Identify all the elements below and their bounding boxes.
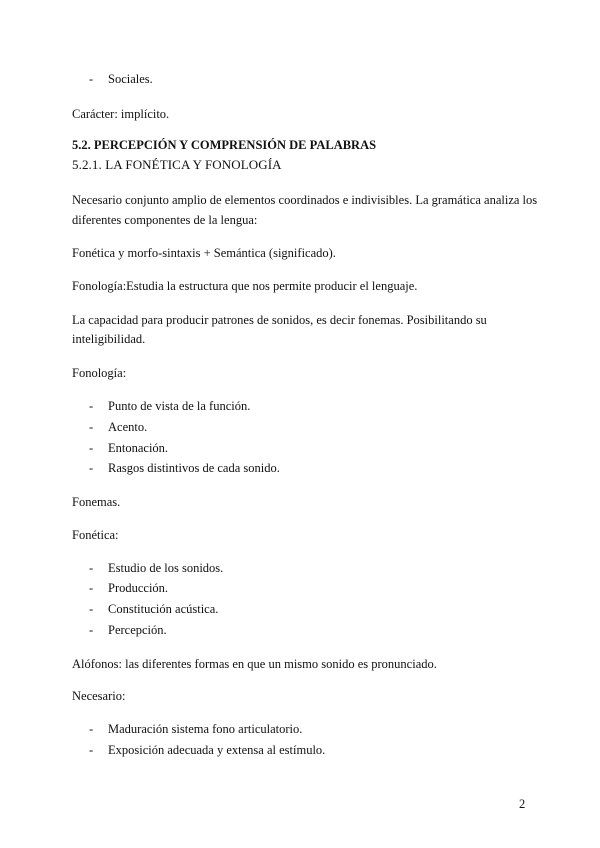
bullet-dash: -	[89, 461, 94, 475]
list-item	[89, 440, 168, 456]
bullet-dash: -	[89, 602, 94, 616]
bullet-dash: -	[89, 399, 94, 413]
caracter-line: Carácter: implícito.	[72, 107, 170, 121]
list-item-text: Entonación.	[108, 441, 169, 455]
section-heading-5-2: 5.2. PERCEPCIÓN Y COMPRENSIÓN DE PALABRAS	[72, 138, 377, 152]
list-item-text: Exposición adecuada y extensa al estímulo.	[108, 743, 326, 757]
necesario-label: Necesario:	[72, 689, 126, 703]
list-item-text: Sociales.	[108, 72, 153, 86]
list-item-text: Rasgos distintivos de cada sonido.	[108, 461, 280, 475]
list-item-text: Estudio de los sonidos.	[108, 561, 224, 575]
page-number: 2	[519, 797, 526, 811]
paragraph-necesario-line-2: diferentes componentes de la lengua:	[72, 213, 258, 227]
paragraph-capacidad-line-2: inteligibilidad.	[72, 332, 146, 346]
list-item	[89, 601, 218, 617]
bullet-dash: -	[89, 743, 94, 757]
fonetica-label: Fonética:	[72, 528, 119, 542]
list-item	[89, 460, 280, 476]
paragraph-necesario-line-1: Necesario conjunto amplio de elementos coordinados e indivisibles. La gramática analiza los	[72, 193, 538, 207]
bullet-dash: -	[89, 420, 94, 434]
subsection-heading-5-2-1: 5.2.1. LA FONÉTICA Y FONOLOGÍA	[72, 157, 282, 172]
list-item-text: Producción.	[108, 581, 169, 595]
list-item	[89, 622, 167, 638]
list-item	[89, 71, 153, 87]
bullet-dash: -	[89, 623, 94, 637]
bullet-dash: -	[89, 581, 94, 595]
paragraph-fonetica-morfo: Fonética y morfo-sintaxis + Semántica (significado).	[72, 246, 336, 260]
list-item-text: Punto de vista de la función.	[108, 399, 251, 413]
list-item	[89, 742, 325, 758]
bullet-dash: -	[89, 722, 94, 736]
paragraph-alofonos: Alófonos: las diferentes formas en que un mismo sonido es pronunciado.	[72, 657, 437, 671]
list-item	[89, 419, 147, 435]
list-item	[89, 398, 250, 414]
fonemas-line: Fonemas.	[72, 495, 121, 509]
list-item	[89, 560, 223, 576]
list-item-text: Maduración sistema fono articulatorio.	[108, 722, 303, 736]
list-item	[89, 721, 302, 737]
bullet-dash: -	[89, 561, 94, 575]
list-item-text: Percepción.	[108, 623, 167, 637]
list-item	[89, 580, 168, 596]
list-item-text: Constitución acústica.	[108, 602, 219, 616]
list-item-text: Acento.	[108, 420, 148, 434]
paragraph-capacidad-line-1: La capacidad para producir patrones de sonidos, es decir fonemas. Posibilitando su	[72, 313, 487, 327]
paragraph-fonologia-def: Fonología:Estudia la estructura que nos permite producir el lenguaje.	[72, 279, 418, 293]
bullet-dash: -	[89, 441, 94, 455]
bullet-dash: -	[89, 72, 94, 86]
fonologia-label: Fonología:	[72, 366, 127, 380]
